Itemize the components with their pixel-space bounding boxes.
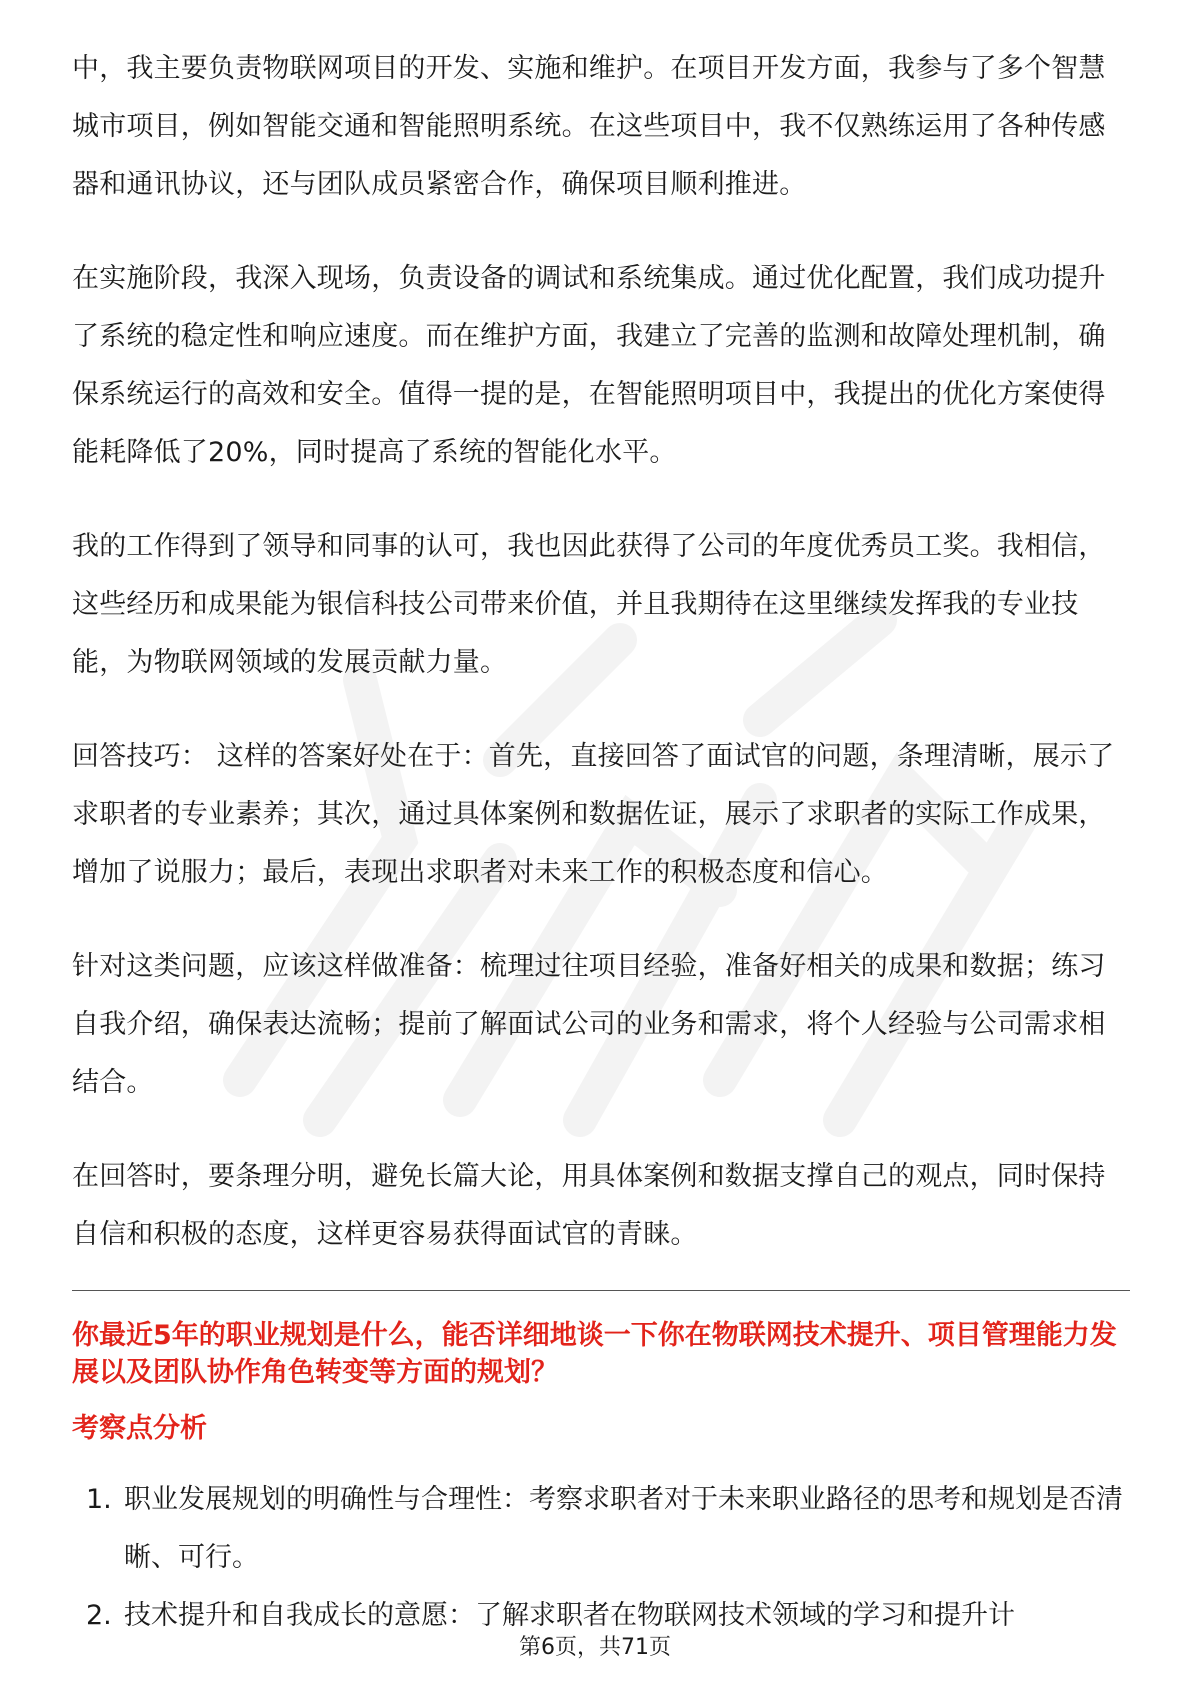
list-text: 技术提升和自我成长的意愿：了解求职者在物联网技术领域的学习和提升计 [124, 1600, 1015, 1631]
interview-question: 你最近5年的职业规划是什么，能否详细地谈一下你在物联网技术提升、项目管理能力发展以及团队协作角色转变等方面的规划？ [72, 1320, 1117, 1388]
page-content [72, 40, 1130, 1645]
section-title: 考察点分析 [72, 1413, 207, 1444]
analysis-list [72, 1471, 1130, 1645]
paragraph-answer-advice: 在回答时，要条理分明，避免长篇大论，用具体案例和数据支撑自己的观点，同时保持自信和积极的态度，这样更容易获得面试官的青睐。 [72, 1161, 1106, 1250]
list-text: 职业发展规划的明确性与合理性：考察求职者对于未来职业路径的思考和规划是否清晰、可行。 [124, 1484, 1123, 1573]
list-number: 2. [86, 1600, 112, 1631]
list-item [72, 1471, 1130, 1587]
paragraph-2: 在实施阶段，我深入现场，负责设备的调试和系统集成。通过优化配置，我们成功提升了系统的稳定性和响应速度。而在维护方面，我建立了完善的监测和故障处理机制，确保系统运行的高效和安全。值得一提的是，在智能照明项目中，我提出的优化方案使得能耗降低了20%，同时提高了系统的智能化水平。 [72, 263, 1106, 468]
paragraph-1: 中，我主要负责物联网项目的开发、实施和维护。在项目开发方面，我参与了多个智慧城市项目，例如智能交通和智能照明系统。在这些项目中，我不仅熟练运用了各种传感器和通讯协议，还与团队成员紧密合作，确保项目顺利推进。 [72, 53, 1106, 200]
paragraph-answer-tips: 回答技巧： 这样的答案好处在于：首先，直接回答了面试官的问题，条理清晰，展示了求职者的专业素养；其次，通过具体案例和数据佐证，展示了求职者的实际工作成果，增加了说服力；最后，表现出求职者对未来工作的积极态度和信心。 [72, 741, 1115, 888]
paragraph-preparation: 针对这类问题，应该这样做准备：梳理过往项目经验，准备好相关的成果和数据；练习自我介绍，确保表达流畅；提前了解面试公司的业务和需求，将个人经验与公司需求相结合。 [72, 951, 1106, 1098]
section-divider [72, 1290, 1130, 1291]
paragraph-3: 我的工作得到了领导和同事的认可，我也因此获得了公司的年度优秀员工奖。我相信，这些经历和成果能为银信科技公司带来价值，并且我期待在这里继续发挥我的专业技能，为物联网领域的发展贡献力量。 [72, 531, 1106, 678]
page-footer: 第6页，共71页 [519, 1635, 671, 1660]
list-number: 1. [86, 1484, 112, 1515]
